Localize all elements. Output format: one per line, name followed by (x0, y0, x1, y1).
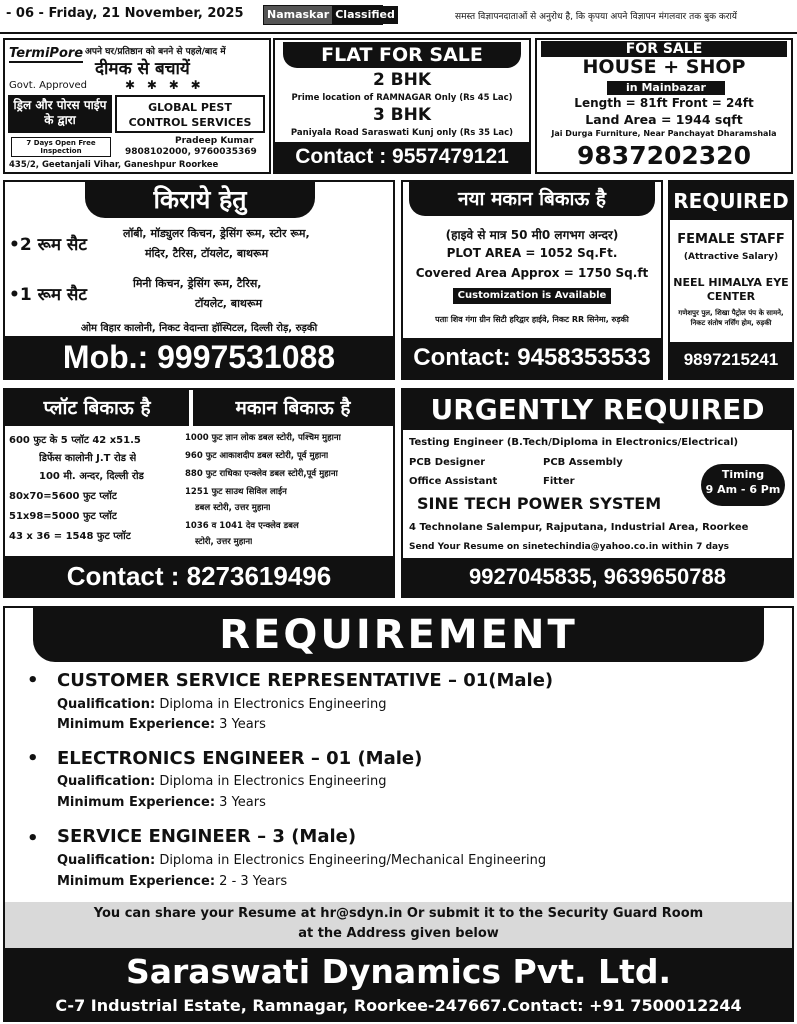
job-experience (57, 717, 266, 732)
share-band (5, 902, 792, 948)
plots-title-left: प्लॉट बिकाऊ है (5, 390, 189, 426)
female-role: FEMALE STAFF (677, 232, 785, 247)
urgent-timing: 9 Am - 6 Pm (705, 483, 781, 496)
job-experience (57, 795, 266, 810)
rent-1room: •1 रूम सैट (9, 285, 87, 305)
logo-part-a: Namaskar (264, 6, 332, 24)
pest-tagline: अपने घर/प्रतिष्ठान को बनने से पहले/बाद में (85, 47, 226, 57)
house-item: 880 फुट राधिका एन्क्लेव डबल स्टोरी,पूर्व मुहाना (185, 469, 338, 479)
pest-method: ड्रिल और पोरस पाईप के द्वारा (8, 95, 112, 133)
job-experience-value: 3 Years (219, 717, 266, 732)
plot-item: 80x70=5600 फुट प्लॉट (9, 491, 117, 502)
house-title-2: HOUSE + SHOP (582, 56, 746, 78)
job-title: SERVICE ENGINEER – 3 (Male) (57, 826, 357, 847)
female-salary: (Attractive Salary) (683, 252, 779, 262)
booking-notice: समस्त विज्ञापनदाताओं से अनुरोध है, कि कृपया अपने विज्ञापन मंगलवार तक बुक करायें (455, 12, 738, 22)
job-qualification-value: Diploma in Electronics Engineering/Mechanical Engineering (159, 853, 547, 868)
company-name: Saraswati Dynamics Pvt. Ltd. (125, 952, 672, 991)
plots-sale-ad (3, 388, 395, 598)
female-title: REQUIRED (670, 182, 792, 220)
newhouse-subtitle: (हाइवे से मात्र 50 मी0 लगभग अन्दर) (445, 228, 619, 242)
urgent-role: PCB Designer (409, 457, 486, 468)
termipore-logo: TermiPore (9, 46, 84, 61)
job-qualification (57, 774, 386, 789)
newhouse-covered-area: Covered Area Approx = 1750 Sq.ft (415, 266, 649, 280)
house-land-area: Land Area = 1944 sqft (585, 112, 743, 127)
urgent-role: PCB Assembly (543, 457, 623, 468)
header-divider (0, 32, 797, 34)
female-address: गणेशपुर पुल, शिखा पैट्रोल पंप के सामने, निकट संतोष नर्सिंग होम, रुड़की (678, 309, 784, 327)
flat-option-3bhk-desc: Paniyala Road Saraswati Kunj only (Rs 35 Lac) (290, 128, 514, 138)
newhouse-customization: Customization is Available (453, 288, 611, 304)
job-qualification-label: Qualification: (57, 853, 156, 868)
house-item: 1036 व 1041 देव एन्क्लेव डबल (185, 521, 299, 531)
plots-title-right: मकान बिकाऊ है (193, 390, 393, 426)
house-item: डबल स्टोरी, उत्तर मुहाना (195, 503, 271, 513)
house-phone: 9837202320 (577, 141, 751, 170)
pest-address: 435/2, Geetanjali Vihar, Ganeshpur Roorkee (9, 160, 219, 170)
flat-option-2bhk: 2 BHK (372, 70, 432, 90)
flat-title: FLAT FOR SALE (283, 42, 521, 68)
flat-for-sale-ad (273, 38, 531, 174)
female-center: NEEL HIMALYA EYE CENTER (673, 276, 789, 303)
plot-item: डिफेंस कालोनी J.T रोड से (39, 453, 137, 464)
house-location: in Mainbazar (607, 81, 725, 95)
plot-item: 43 x 36 = 1548 फुट प्लॉट (9, 531, 131, 542)
urgent-role: Testing Engineer (B.Tech/Diploma in Electronics/Electrical) (409, 437, 739, 448)
publication-logo (263, 5, 395, 25)
job-experience-value: 3 Years (219, 795, 266, 810)
female-staff-ad (668, 180, 794, 380)
rent-ad (3, 180, 395, 380)
urgent-address: 4 Technolane Salempur, Rajputana, Industrial Area, Roorkee (409, 522, 749, 533)
female-phone: 9897215241 (670, 342, 792, 378)
newhouse-contact: Contact: 9458353533 (403, 338, 661, 378)
job-qualification (57, 697, 386, 712)
house-title-1: FOR SALE (541, 41, 787, 57)
job-experience-label: Minimum Experience: (57, 795, 216, 810)
job-experience (57, 874, 287, 889)
job-title: ELECTRONICS ENGINEER – 01 (Male) (57, 748, 423, 769)
urgent-resume: Send Your Resume on sinetechindia@yahoo.co.in within 7 days (409, 542, 730, 552)
job-experience-label: Minimum Experience: (57, 874, 216, 889)
flat-contact: Contact : 9557479121 (275, 142, 529, 172)
plot-item: 600 फुट के 5 प्लॉट 42 x51.5 (9, 435, 141, 446)
company-footer (5, 948, 792, 1020)
pest-phones: 9808102000, 9760035369 (125, 147, 257, 157)
job-qualification (57, 853, 546, 868)
govt-approved: Govt. Approved (9, 80, 88, 91)
job-experience-value: 2 - 3 Years (219, 874, 288, 889)
logo-part-b: Classified (332, 6, 398, 24)
job-bullet: • (27, 828, 39, 849)
job-experience-label: Minimum Experience: (57, 717, 216, 732)
job-bullet: • (27, 670, 39, 691)
flat-option-3bhk: 3 BHK (372, 105, 432, 125)
page-date: - 06 - Friday, 21 November, 2025 (6, 6, 244, 21)
house-address: Jai Durga Furniture, Near Panchayat Dharamshala (551, 129, 777, 138)
newhouse-plot-area: PLOT AREA = 1052 Sq.Ft. (446, 246, 618, 260)
job-qualification-label: Qualification: (57, 774, 156, 789)
urgent-company: SINE TECH POWER SYSTEM (417, 494, 662, 513)
house-shop-ad (535, 38, 793, 174)
job-bullet: • (27, 748, 39, 769)
rent-title: किराये हेतु (85, 182, 315, 218)
job-qualification-value: Diploma in Electronics Engineering (159, 774, 387, 789)
flat-option-2bhk-desc: Prime location of RAMNAGAR Only (Rs 45 Lac) (291, 93, 513, 103)
rent-2room: •2 रूम सैट (9, 235, 87, 255)
pest-person: Pradeep Kumar (175, 136, 254, 146)
urgent-role: Office Assistant (409, 476, 498, 487)
job-qualification-label: Qualification: (57, 697, 156, 712)
urgent-timing-label: Timing (721, 468, 765, 481)
house-item: 1251 फुट साउथ सिविल लाईन (185, 487, 287, 497)
requirement-ad (3, 606, 794, 1022)
house-dimensions: Length = 81ft Front = 24ft (574, 96, 754, 110)
job-qualification-value: Diploma in Electronics Engineering (159, 697, 387, 712)
pest-headline: दीमक से बचायें (95, 59, 190, 79)
pest-open: 7 Days Open Free Inspection (11, 137, 111, 157)
urgently-required-ad (401, 388, 794, 598)
requirement-title: REQUIREMENT (33, 608, 764, 662)
plots-contact: Contact : 8273619496 (5, 556, 393, 596)
share-line-2: at the Address given below (298, 926, 499, 941)
insect-icons: ✱ ✱ ✱ ✱ (125, 78, 205, 92)
rent-address: ओम विहार कालोनी, निकट वेदान्ता हॉस्पिटल, दिल्ली रोड़, रुड़की (80, 323, 318, 334)
rent-1room-desc-2: टॉयलेट, बाथरूम (195, 297, 263, 310)
plot-item: 100 मी. अन्दर, दिल्ली रोड (39, 471, 144, 482)
house-item: 1000 फुट ज्ञान लोक डबल स्टोरी, पश्चिम मुहाना (185, 433, 341, 443)
pest-company: GLOBAL PEST CONTROL SERVICES (115, 95, 265, 133)
house-item: स्टोरी, उत्तर मुहाना (195, 537, 253, 547)
rent-1room-desc-1: मिनी किचन, ड्रेसिंग रूम, टैरिस, (133, 277, 262, 290)
urgent-phones: 9927045835, 9639650788 (403, 558, 792, 596)
house-item: 960 फुट आकाशदीप डबल स्टोरी, पूर्व मुहाना (185, 451, 329, 461)
urgent-timing-badge (701, 464, 785, 506)
urgent-role: Fitter (543, 476, 575, 487)
urgent-title: URGENTLY REQUIRED (403, 390, 792, 430)
rent-2room-desc-2: मंदिर, टैरिस, टॉयलेट, बाथरूम (145, 247, 269, 260)
company-address: C-7 Industrial Estate, Ramnagar, Roorkee-247667.Contact: +91 7500012244 (55, 996, 742, 1015)
newhouse-title: नया मकान बिकाऊ है (409, 182, 655, 216)
plot-item: 51x98=5000 फुट प्लॉट (9, 511, 117, 522)
pest-control-ad (3, 38, 271, 174)
job-title: CUSTOMER SERVICE REPRESENTATIVE – 01(Male) (57, 670, 554, 691)
newhouse-address: पताः शिव गंगा ग्रीन सिटी हरिद्वार हाईवे, निकट RR सिनेमा, रुड़की (435, 315, 629, 324)
rent-mobile: Mob.: 9997531088 (5, 336, 393, 378)
new-house-ad (401, 180, 663, 380)
share-line-1: You can share your Resume at hr@sdyn.in Or submit it to the Security Guard Room (93, 906, 704, 921)
rent-2room-desc-1: लॉबी, मॉड्युलर किचन, ड्रेसिंग रूम, स्टोर रूम, (123, 227, 310, 240)
